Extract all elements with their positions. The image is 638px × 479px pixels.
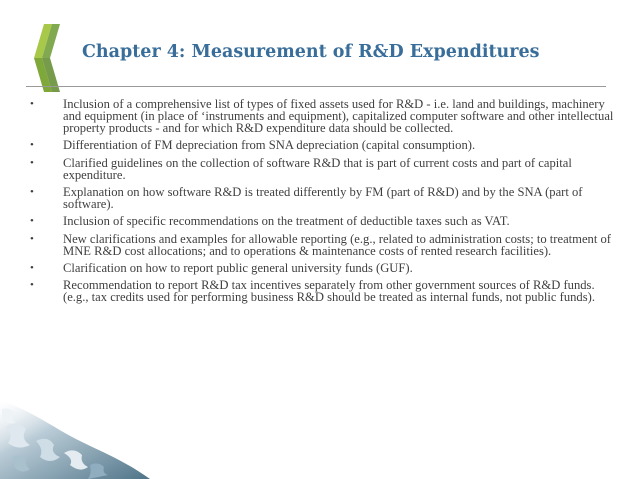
list-item: • Recommendation to report R&D tax incentives separately from other government sources of R&D funds. (e.g., tax credits used for performing business R&D should be treated as internal funds, not public funds). xyxy=(30,278,595,305)
list-item: • Clarified guidelines on the collection of software R&D that is part of current costs and part of capital expenditure. xyxy=(30,155,572,182)
puzzle-decoration-icon xyxy=(0,379,150,479)
bullet-icon: • xyxy=(30,261,34,274)
list-item: • Inclusion of specific recommendations on the treatment of deductible taxes such as VAT. xyxy=(30,214,510,229)
title-divider xyxy=(26,86,606,87)
list-item: • Inclusion of a comprehensive list of types of fixed assets used for R&D - i.e. land and buildings, machinery and equipment (in place of ‘instruments and equipment), capitalized computer software and other intellectual property products - and for which R&D expenditure data should be collected. xyxy=(30,97,614,135)
bullet-icon: • xyxy=(30,232,34,245)
bullet-list xyxy=(30,99,618,310)
list-item: • Differentiation of FM depreciation from SNA depreciation (capital consumption). xyxy=(30,138,476,153)
list-item: • Clarification on how to report public general university funds (GUF). xyxy=(30,260,413,275)
bullet-icon: • xyxy=(30,215,34,228)
bullet-icon: • xyxy=(30,279,34,292)
list-item: • New clarifications and examples for allowable reporting (e.g., related to administration costs; to treatment of MNE R&D cost allocations; and to operations & maintenance costs of rented research facilities). xyxy=(30,231,611,258)
bullet-icon: • xyxy=(30,98,34,110)
bullet-icon: • xyxy=(30,185,34,198)
list-item: • Explanation on how software R&D is treated differently by FM (part of R&D) and by the SNA (part of software). xyxy=(30,184,583,211)
slide-title: Chapter 4: Measurement of R&D Expenditures xyxy=(82,42,540,62)
bullet-icon: • xyxy=(30,139,34,152)
bullet-icon: • xyxy=(30,156,34,169)
